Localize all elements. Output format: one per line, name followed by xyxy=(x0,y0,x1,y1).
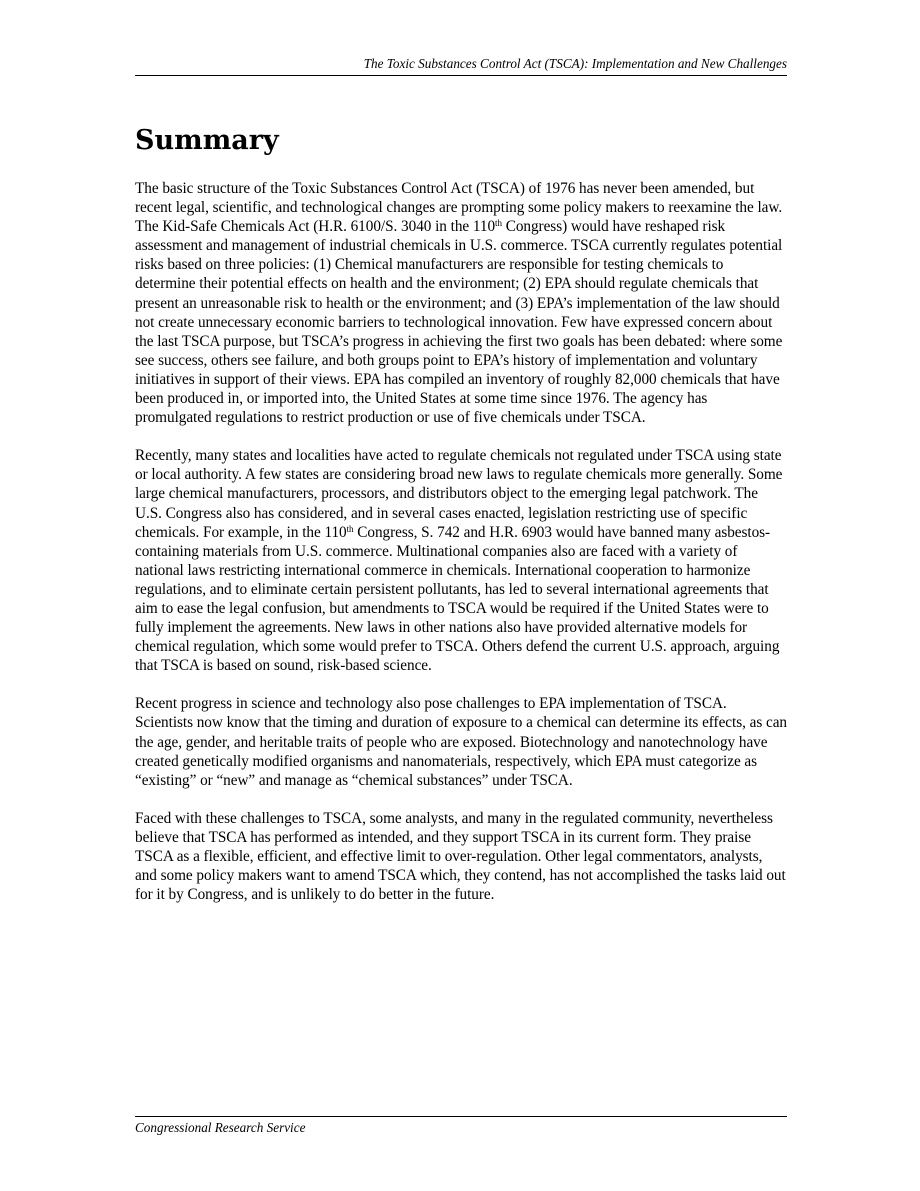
paragraph-2-part-a: Recently, many states and localities have acted to regulate chemicals not regulated under TSCA using state or local authority. A few states are considering broad new laws to regulate chemicals more generally. Some large chemical manufacturers, processors, and distributors object to the emerging legal patchwork. The U.S. Congress also has considered, and in several cases enacted, legislation restricting use of specific chemicals. For example, in the 110 xyxy=(135,447,783,541)
paragraph-3: Recent progress in science and technology also pose challenges to EPA implementation of TSCA. Scientists now know that the timing and duration of exposure to a chemical can determine its effects, as can the age, gender, and heritable traits of people who are exposed. Biotechnology and nanotechnology have created genetically modified organisms and nanomaterials, respectively, which EPA must categorize as “existing” or “new” and manage as “chemical substances” under TSCA. xyxy=(135,695,787,789)
running-footer: Congressional Research Service xyxy=(135,1116,787,1136)
paragraph-1-part-b: Congress) would have reshaped risk assessment and management of industrial chemicals in U.S. commerce. TSCA currently regulates potential risks based on three policies: (1) Chemical manufacturers are responsible for testing chemicals to determine their potential effects on health and the environment; (2) EPA should regulate chemicals that present an unreasonable risk to health or the environment; and (3) EPA’s implementation of the law should not create unnecessary economic barriers to technological innovation. Few have expressed concern about the last TSCA purpose, but TSCA’s progress in achieving the first two goals has been debated: where some see success, others see failure, and both groups point to EPA’s history of implementation and voluntary initiatives in support of their views. EPA has compiled an inventory of roughly 82,000 chemicals that have been produced in, or imported into, the United States at some time since 1976. The agency has promulgated regulations to restrict production or use of five chemicals under TSCA. xyxy=(135,218,783,427)
paragraph-2-part-b: Congress, S. 742 and H.R. 6903 would have banned many asbestos-containing materials from U.S. commerce. Multinational companies also are faced with a variety of national laws restricting international commerce in chemicals. International cooperation to harmonize regulations, and to eliminate certain persistent pollutants, has led to several international agreements that aim to ease the legal confusion, but amendments to TSCA would be required if the United States were to fully implement the agreements. New laws in other nations also have provided alternative models for chemical regulation, which some would prefer to TSCA. Others defend the current U.S. approach, arguing that TSCA is based on sound, risk-based science. xyxy=(135,523,780,675)
paragraph-1 xyxy=(135,179,787,427)
paragraph-2 xyxy=(135,446,787,675)
ordinal-suffix: th xyxy=(495,218,502,229)
paragraph-4: Faced with these challenges to TSCA, some analysts, and many in the regulated community, nevertheless believe that TSCA has performed as intended, and they support TSCA in its current form. They praise TSCA as a flexible, efficient, and effective limit to over-regulation. Other legal commentators, analysts, and some policy makers want to amend TSCA which, they contend, has not accomplished the tasks laid out for it by Congress, and is unlikely to do better in the future. xyxy=(135,809,786,904)
running-header: The Toxic Substances Control Act (TSCA): Implementation and New Challenges xyxy=(135,56,787,76)
ordinal-suffix: th xyxy=(346,523,354,534)
paragraph-1-part-a: The basic structure of the Toxic Substances Control Act (TSCA) of 1976 has never been amended, but recent legal, scientific, and technological changes are prompting some policy makers to reexamine the law. The Kid-Safe Chemicals Act (H.R. 6100/S. 3040 in the 110 xyxy=(135,180,783,236)
summary-body xyxy=(135,179,787,923)
page-title: Summary xyxy=(135,125,279,156)
